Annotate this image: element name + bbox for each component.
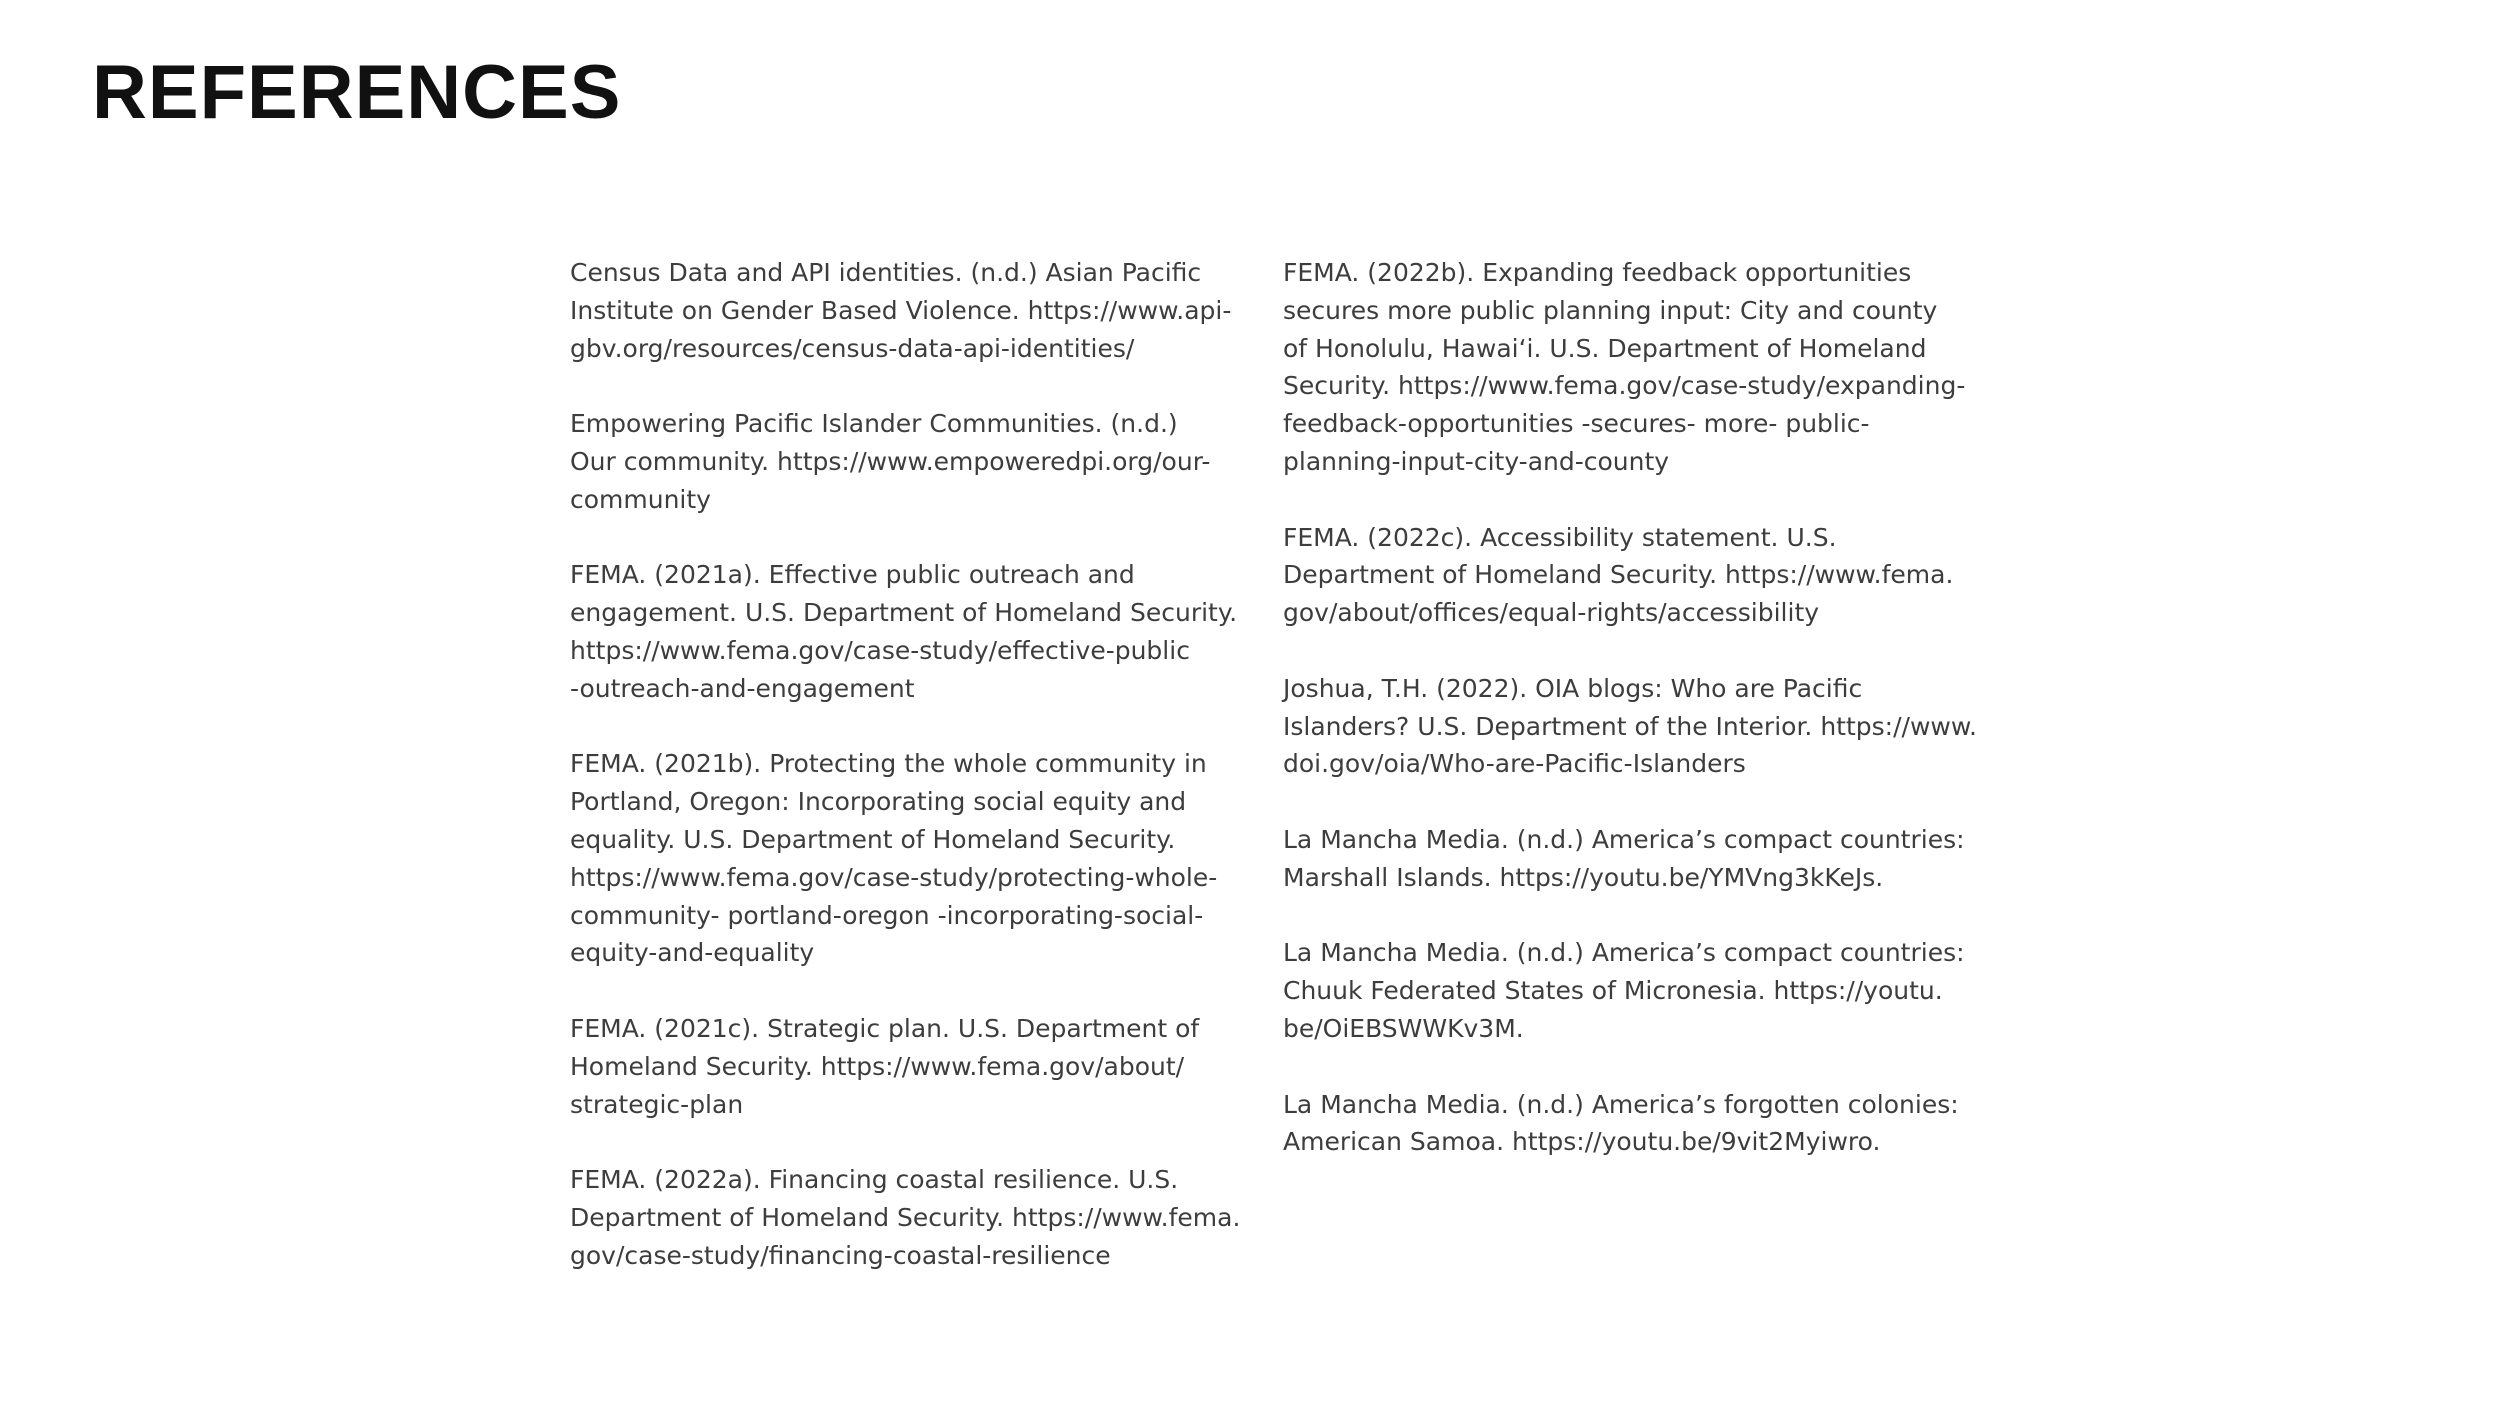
reference-line: Marshall Islands. https://youtu.be/YMVng3kKeJs. <box>1283 862 1884 892</box>
reference-line: https://www.fema.gov/case-study/effective-public <box>570 635 1190 665</box>
reference-line: engagement. U.S. Department of Homeland Security. <box>570 598 1238 628</box>
reference-line: gov/case-study/financing-coastal-resilience <box>570 1240 1111 1270</box>
reference-line: feedback-opportunities -secures- more- public- <box>1283 409 1870 439</box>
references-column-left <box>570 254 1270 1312</box>
reference-line: Institute on Gender Based Violence. https://www.api- <box>570 295 1232 325</box>
reference-line: https://www.fema.gov/case-study/protecting-whole- <box>570 862 1218 892</box>
reference-line: Census Data and API identities. (n.d.) Asian Pacific <box>570 258 1202 287</box>
reference-line: Islanders? U.S. Department of the Interior. https://www. <box>1283 711 1977 741</box>
reference-line: Joshua, T.H. (2022). OIA blogs: Who are Pacific <box>1283 673 1863 703</box>
reference-entry <box>1283 934 1983 1047</box>
reference-entry <box>570 254 1270 367</box>
reference-line: equality. U.S. Department of Homeland Security. <box>570 824 1176 854</box>
reference-line: gbv.org/resources/census-data-api-identities/ <box>570 333 1135 363</box>
reference-entry <box>1283 670 1983 783</box>
reference-line: gov/about/offices/equal-rights/accessibility <box>1283 598 1820 628</box>
reference-entry <box>1283 821 1983 897</box>
reference-line: Our community. https://www.empoweredpi.org/our- <box>570 446 1211 476</box>
reference-line: planning-input-city-and-county <box>1283 446 1670 476</box>
reference-line: Chuuk Federated States of Micronesia. https://youtu. <box>1283 976 1943 1006</box>
reference-line: La Mancha Media. (n.d.) America’s forgotten colonies: <box>1283 1089 1959 1119</box>
reference-line: La Mancha Media. (n.d.) America’s compact countries: <box>1283 824 1965 854</box>
reference-line: FEMA. (2022a). Financing coastal resilience. U.S. <box>570 1165 1179 1195</box>
reference-line: Empowering Pacific Islander Communities. (n.d.) <box>570 409 1178 439</box>
reference-entry <box>570 745 1270 972</box>
reference-entry <box>1283 254 1983 481</box>
reference-entry <box>570 1161 1270 1274</box>
references-column-right <box>1283 254 1983 1199</box>
reference-line: doi.gov/oia/Who-are-Pacific-Islanders <box>1283 749 1746 779</box>
reference-line: Security. https://www.fema.gov/case-study/expanding- <box>1283 371 1966 401</box>
reference-entry <box>1283 519 1983 632</box>
reference-line: FEMA. (2021c). Strategic plan. U.S. Department of <box>570 1013 1200 1043</box>
reference-line: -outreach-and-engagement <box>570 673 915 703</box>
reference-line: FEMA. (2022b). Expanding feedback opportunities <box>1283 258 1912 287</box>
reference-line: Homeland Security. https://www.fema.gov/about/ <box>570 1051 1185 1081</box>
reference-entry <box>1283 1086 1983 1162</box>
reference-entry <box>570 1010 1270 1123</box>
reference-line: FEMA. (2021a). Effective public outreach and <box>570 560 1135 590</box>
reference-line: Portland, Oregon: Incorporating social equity and <box>570 787 1187 817</box>
reference-line: American Samoa. https://youtu.be/9vit2Myiwro. <box>1283 1127 1881 1157</box>
reference-line: Department of Homeland Security. https://www.fema. <box>1283 560 1954 590</box>
reference-line: of Honolulu, Hawaiʻi. U.S. Department of Homeland <box>1283 333 1927 363</box>
reference-line: strategic-plan <box>570 1089 744 1119</box>
reference-line: La Mancha Media. (n.d.) America’s compact countries: <box>1283 938 1965 968</box>
reference-entry <box>570 405 1270 518</box>
reference-line: community <box>570 484 711 514</box>
reference-line: FEMA. (2021b). Protecting the whole community in <box>570 749 1207 779</box>
reference-line: be/OiEBSWWKv3M. <box>1283 1013 1524 1043</box>
reference-entry <box>570 556 1270 707</box>
reference-line: community- portland-oregon -incorporating-social- <box>570 900 1204 930</box>
reference-line: FEMA. (2022c). Accessibility statement. U.S. <box>1283 522 1837 552</box>
page-title: REFERENCES <box>92 50 622 135</box>
reference-line: Department of Homeland Security. https://www.fema. <box>570 1202 1241 1232</box>
reference-line: equity-and-equality <box>570 938 815 968</box>
reference-line: secures more public planning input: City and county <box>1283 295 1938 325</box>
